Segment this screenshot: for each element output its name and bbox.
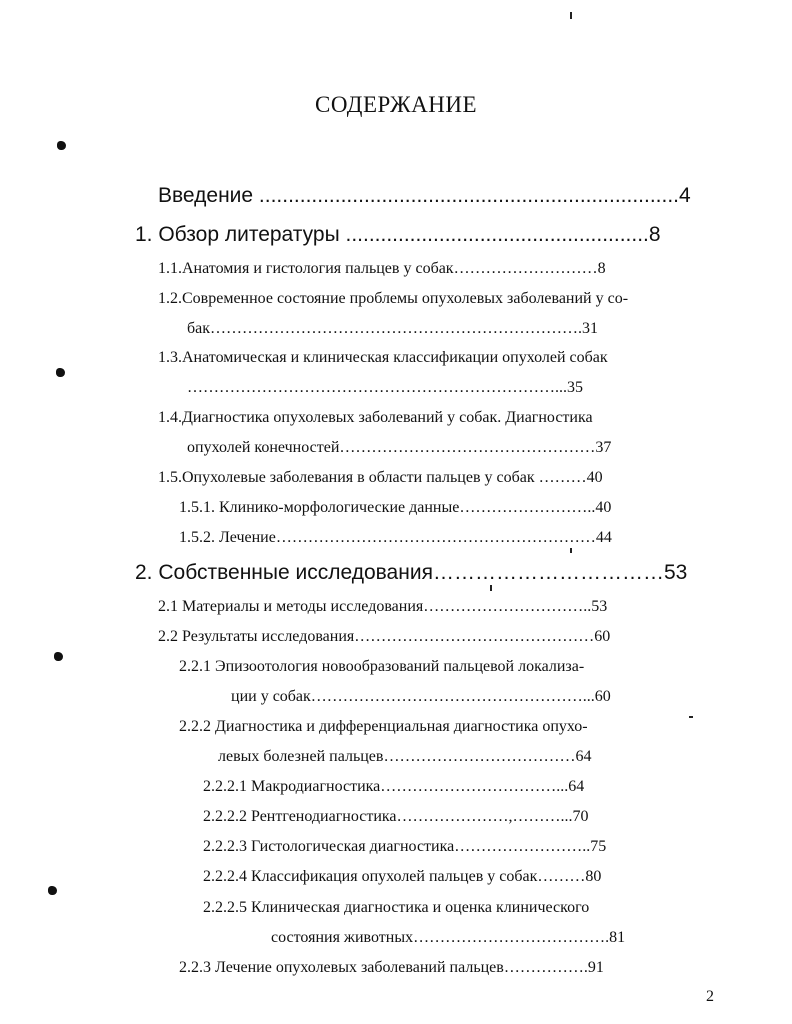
toc-entry-1-4-cont: опухолей конечностей…………………………………………37: [187, 439, 612, 456]
toc-entry-2-2-2-cont: левых болезней пальцев………………………………64: [218, 748, 592, 765]
toc-entry-1-5-2: 1.5.2. Лечение……………………………………………………44: [179, 529, 612, 546]
toc-entry-1-3-cont: ……………………………………………………………...35: [187, 379, 583, 396]
toc-entry-2-2-3: 2.2.3 Лечение опухолевых заболеваний пальцев…………….91: [179, 959, 604, 976]
toc-entry-1-2: 1.2.Современное состояние проблемы опухолевых заболеваний у со-: [158, 290, 629, 307]
page-number: 2: [706, 988, 714, 1005]
scan-mark: [54, 652, 63, 661]
toc-entry-1-1: 1.1.Анатомия и гистология пальцев у собак………………………8: [158, 260, 606, 277]
toc-entry-2-2-2-2: 2.2.2.2 Рентгенодиагностика…………………,………...70: [203, 808, 589, 825]
toc-entry-chapter-2: 2. Собственные исследования……………………………53: [135, 561, 688, 584]
scan-speck: [570, 12, 572, 19]
scan-mark: [57, 141, 66, 150]
toc-entry-2-2-2-1: 2.2.2.1 Макродиагностика……………………………...64: [203, 778, 585, 795]
toc-entry-chapter-1: 1. Обзор литературы ....................................................8: [135, 223, 661, 246]
toc-entry-2-2-1: 2.2.1 Эпизоотология новообразований пальцевой локализа-: [179, 658, 585, 675]
toc-entry-2-2-2: 2.2.2 Диагностика и дифференциальная диагностика опухо-: [179, 718, 588, 735]
toc-entry-2-2-2-5-cont: состояния животных……………………………….81: [271, 929, 626, 946]
toc-entry-1-3: 1.3.Анатомическая и клиническая классификации опухолей собак: [158, 349, 608, 366]
toc-entry-introduction: Введение ........................................................................4: [158, 184, 691, 207]
toc-entry-1-2-cont: бак…………………………………………………………….31: [187, 320, 599, 337]
scan-mark: [56, 368, 65, 377]
scan-speck: [570, 548, 572, 553]
toc-entry-2-2-2-5: 2.2.2.5 Клиническая диагностика и оценка клинического: [203, 899, 590, 916]
toc-entry-2-2: 2.2 Результаты исследования………………………………………60: [158, 628, 611, 645]
scan-mark: [48, 886, 57, 895]
toc-entry-1-5: 1.5.Опухолевые заболевания в области пальцев у собак ………40: [158, 469, 603, 486]
toc-entry-2-2-1-cont: ции у собак……………………………………………...60: [231, 688, 611, 705]
toc-entry-1-5-1: 1.5.1. Клинико-морфологические данные……………………..40: [179, 499, 612, 516]
toc-entry-2-1: 2.1 Материалы и методы исследования…………………………..53: [158, 598, 608, 615]
page-title: СОДЕРЖАНИЕ: [314, 92, 477, 117]
scan-speck: [689, 716, 693, 718]
toc-entry-2-2-2-3: 2.2.2.3 Гистологическая диагностика……………………..75: [203, 838, 607, 855]
scan-speck: [490, 585, 492, 591]
toc-entry-1-4: 1.4.Диагностика опухолевых заболеваний у собак. Диагностика: [158, 409, 593, 426]
toc-entry-2-2-2-4: 2.2.2.4 Классификация опухолей пальцев у собак………80: [203, 868, 602, 885]
